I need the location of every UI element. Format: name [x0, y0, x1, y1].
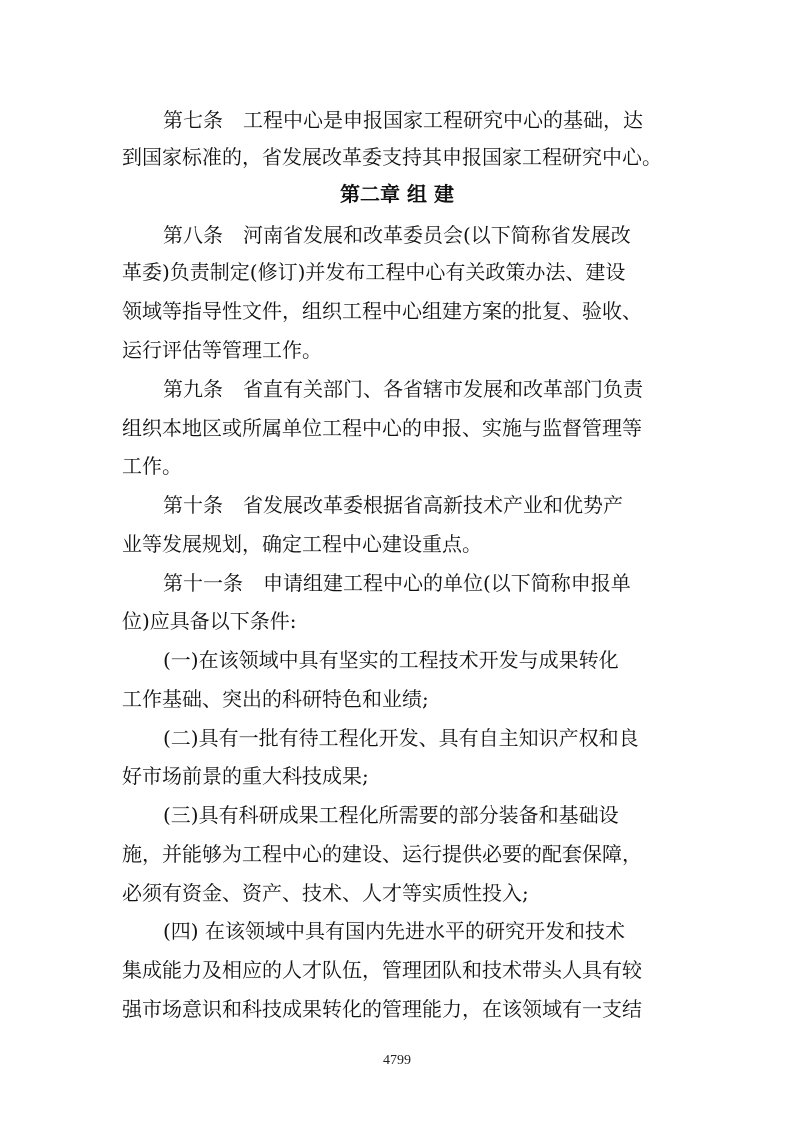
text-line: 第八条 河南省发展和改革委员会(以下简称省发展改 [163, 223, 631, 247]
text-line: (三)具有科研成果工程化所需要的部分装备和基础设 [163, 803, 619, 827]
text-line: 工作。 [122, 454, 182, 478]
text-line: 集成能力及相应的人才队伍，管理团队和技术带头人具有较 [122, 958, 642, 982]
text-line: (四) 在该领域中具有国内先进水平的研究开发和技术 [163, 919, 625, 943]
text-line: 革委)负责制定(修订)并发布工程中心有关政策办法、建设 [122, 260, 626, 284]
text-line: 运行评估等管理工作。 [122, 338, 322, 362]
text-line: (二)具有一批有待工程化开发、具有自主知识产权和良 [163, 726, 639, 750]
text-line: 第十条 省发展改革委根据省高新技术产业和优势产 [163, 493, 623, 517]
text-line: 第十一条 申请组建工程中心的单位(以下简称申报单 [163, 571, 631, 595]
text-line: 位)应具备以下条件: [122, 609, 297, 633]
text-line: (一)在该领域中具有坚实的工程技术开发与成果转化 [163, 648, 619, 672]
text-line: 业等发展规划，确定工程中心建设重点。 [122, 532, 482, 556]
text-line: 组织本地区或所属单位工程中心的申报、实施与监督管理等 [122, 416, 642, 440]
text-line: 施，并能够为工程中心的建设、运行提供必要的配套保障， [122, 842, 642, 866]
text-line: 领域等指导性文件，组织工程中心组建方案的批复、验收、 [122, 299, 642, 323]
text-line: 好市场前景的重大科技成果; [122, 764, 369, 788]
chapter-heading: 第二章 组 建 [340, 182, 454, 206]
text-line: 第九条 省直有关部门、各省辖市发展和改革部门负责 [163, 377, 643, 401]
page-number: 4799 [383, 1053, 411, 1068]
text-line: 第七条 工程中心是申报国家工程研究中心的基础，达 [163, 108, 643, 132]
text-line: 工作基础、突出的科研特色和业绩; [122, 687, 429, 711]
text-line: 强市场意识和科技成果转化的管理能力，在该领域有一支结 [122, 997, 642, 1021]
text-line: 必须有资金、资产、技术、人才等实质性投入; [122, 881, 529, 905]
text-line: 到国家标准的，省发展改革委支持其申报国家工程研究中心。 [122, 145, 662, 169]
